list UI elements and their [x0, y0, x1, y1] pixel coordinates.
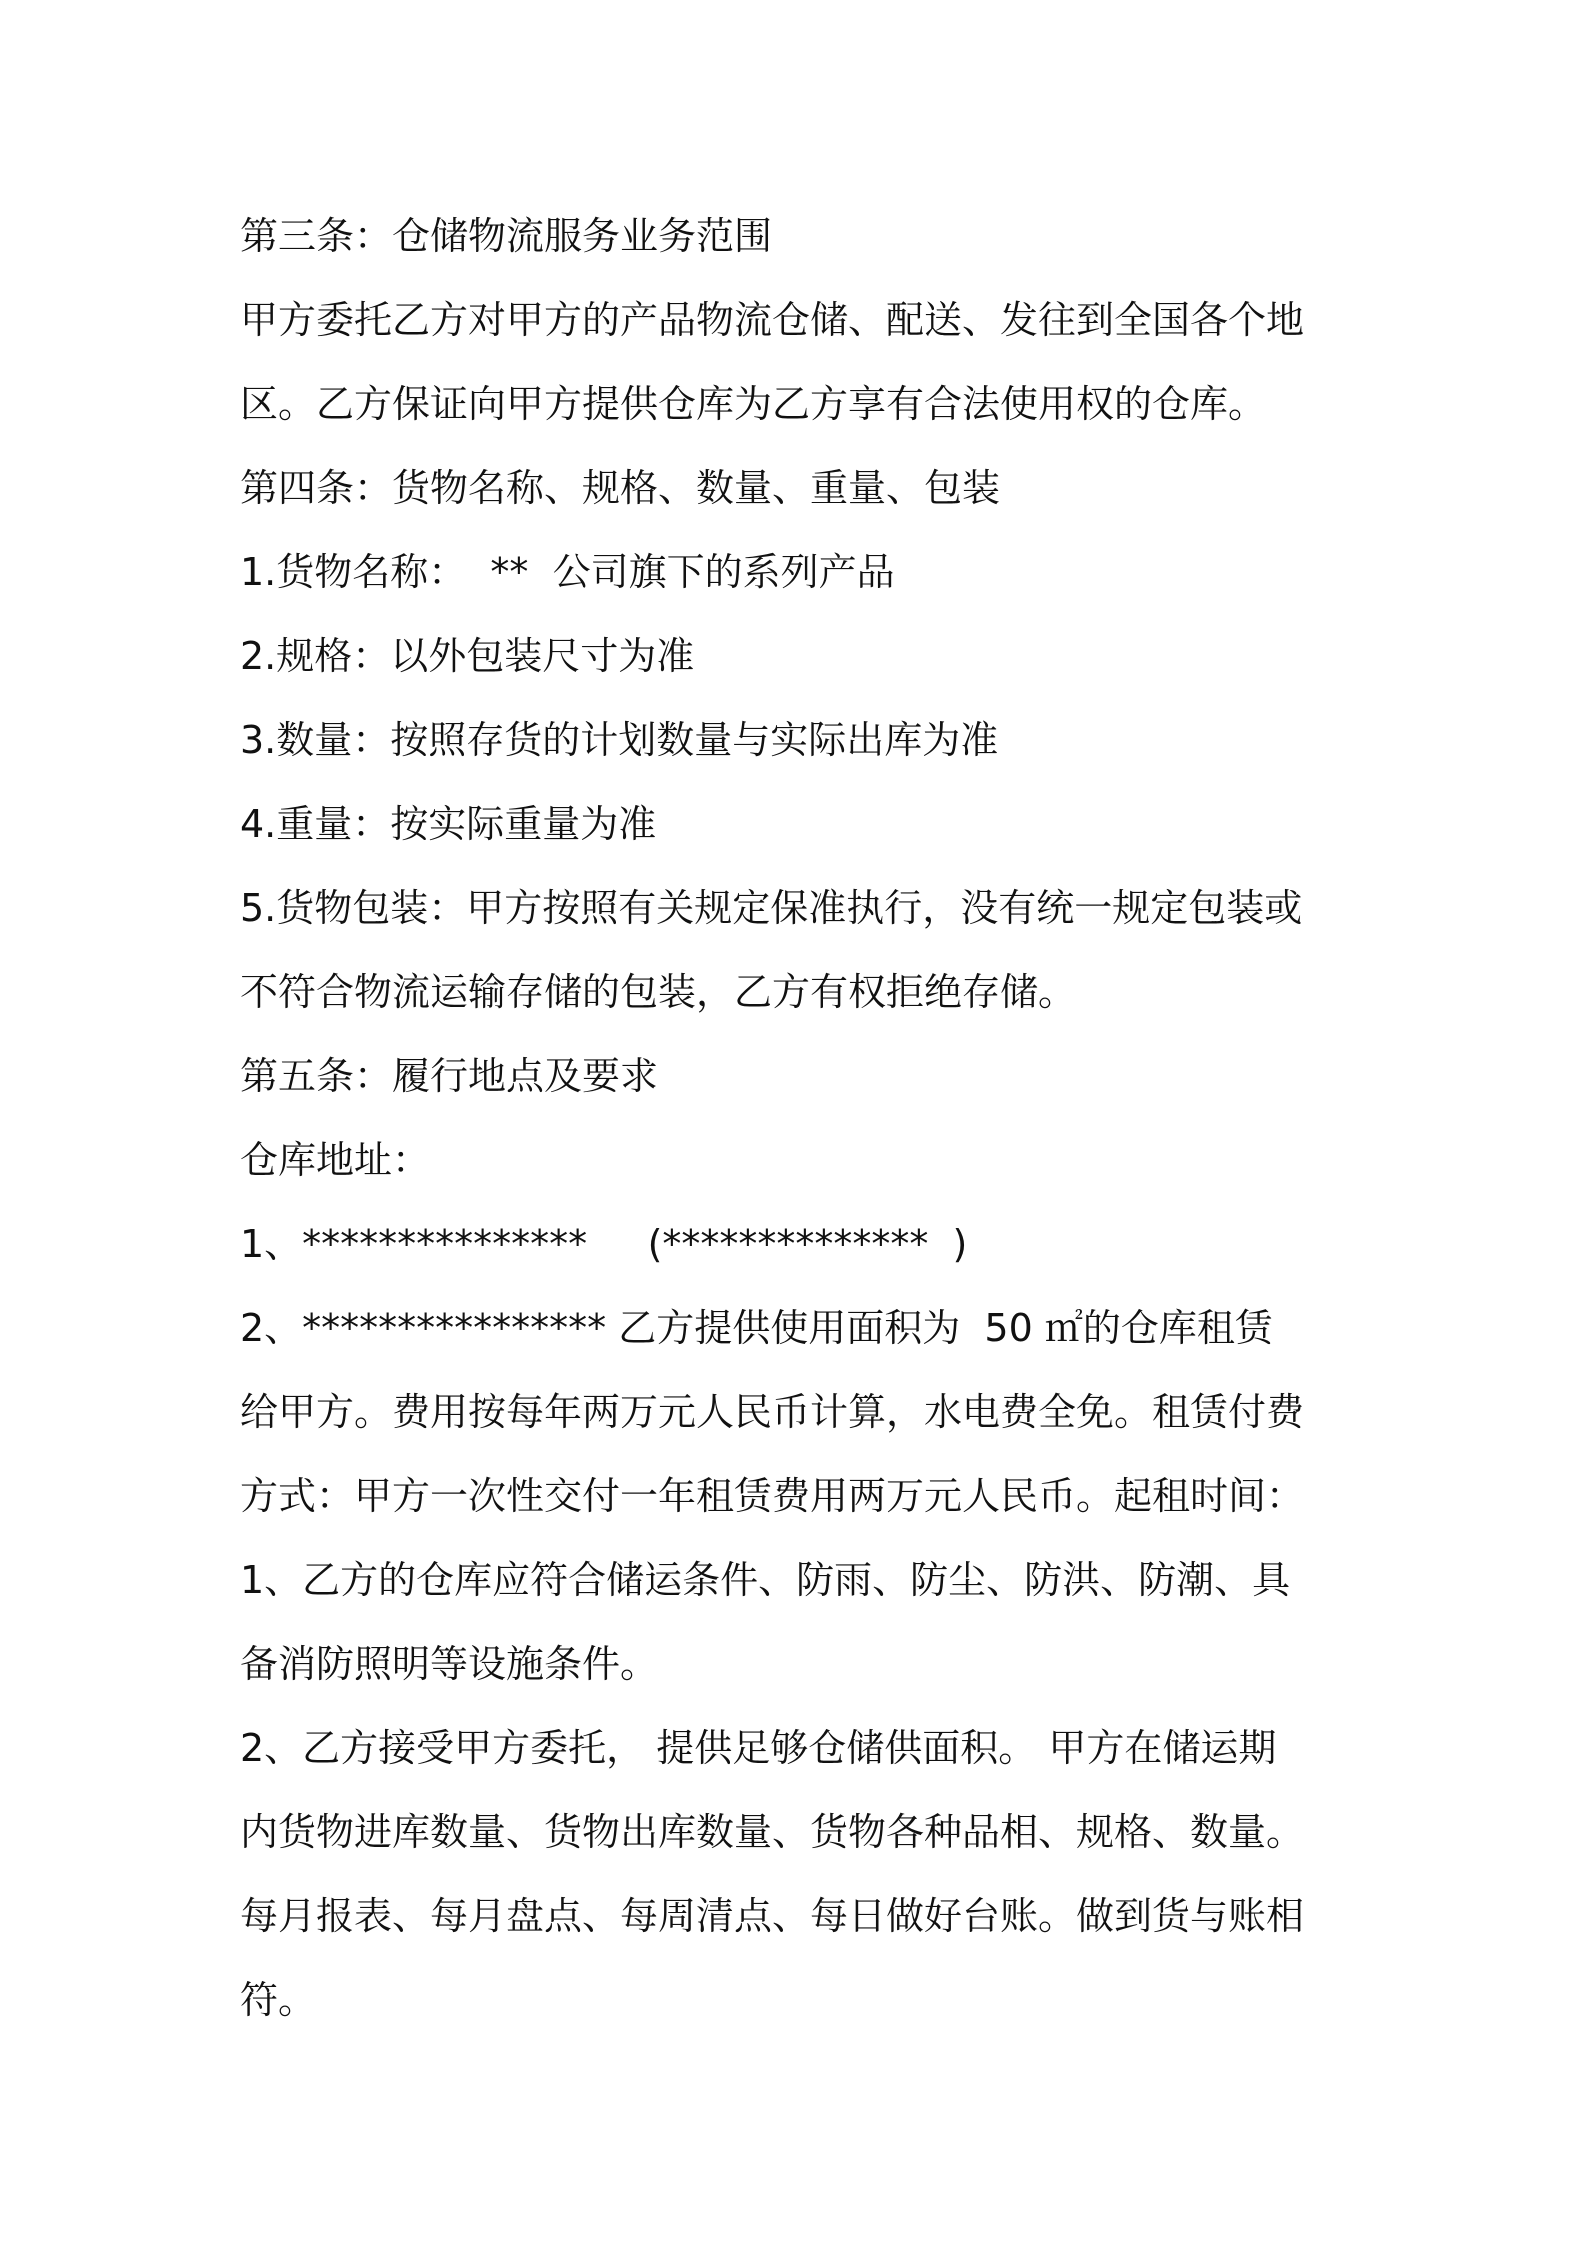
warehouse-address-1: 1、*************** (************** ) [240, 1222, 968, 1266]
contract-body [240, 194, 1360, 2042]
warehouse-address-label: 仓库地址： [240, 1138, 431, 1182]
requirement-2-line-4: 符。 [240, 1978, 317, 2022]
goods-quantity-item: 3.数量：按照存货的计划数量与实际出库为准 [240, 718, 999, 762]
goods-weight-item: 4.重量：按实际重量为准 [240, 802, 657, 846]
article-3-text-line-1: 甲方委托乙方对甲方的产品物流仓储、配送、发往到全国各个地 [240, 298, 1305, 342]
goods-spec-item: 2.规格：以外包装尺寸为准 [240, 634, 695, 678]
requirement-1-line-2: 备消防照明等设施条件。 [240, 1642, 659, 1686]
requirement-1-line-1: 1、乙方的仓库应符合储运条件、防雨、防尘、防洪、防潮、具 [240, 1558, 1291, 1602]
article-5-heading: 第五条：履行地点及要求 [240, 1054, 659, 1098]
goods-packaging-item-line-2: 不符合物流运输存储的包装，乙方有权拒绝存储。 [240, 970, 1077, 1014]
requirement-2-line-1: 2、乙方接受甲方委托， 提供足够仓储供面积。 甲方在储运期 [240, 1726, 1277, 1770]
requirement-2-line-2: 内货物进库数量、货物出库数量、货物各种品相、规格、数量。 [240, 1810, 1305, 1854]
article-3-heading: 第三条：仓储物流服务业务范围 [240, 214, 773, 258]
requirement-2-line-3: 每月报表、每月盘点、每周清点、每日做好台账。做到货与账相 [240, 1894, 1305, 1938]
article-3-text-line-2: 区。乙方保证向甲方提供仓库为乙方享有合法使用权的仓库。 [240, 382, 1267, 426]
goods-packaging-item-line-1: 5.货物包装：甲方按照有关规定保准执行，没有统一规定包装或 [240, 886, 1303, 930]
warehouse-address-2-line-1: 2、**************** 乙方提供使用面积为 50 ㎡的仓库租赁 [240, 1306, 1273, 1350]
article-4-heading: 第四条：货物名称、规格、数量、重量、包装 [240, 466, 1001, 510]
warehouse-address-2-line-2: 给甲方。费用按每年两万元人民币计算，水电费全免。租赁付费 [240, 1390, 1305, 1434]
warehouse-address-2-line-3: 方式：甲方一次性交付一年租赁费用两万元人民币。起租时间： [240, 1474, 1305, 1518]
goods-name-item: 1.货物名称： ** 公司旗下的系列产品 [240, 550, 895, 594]
